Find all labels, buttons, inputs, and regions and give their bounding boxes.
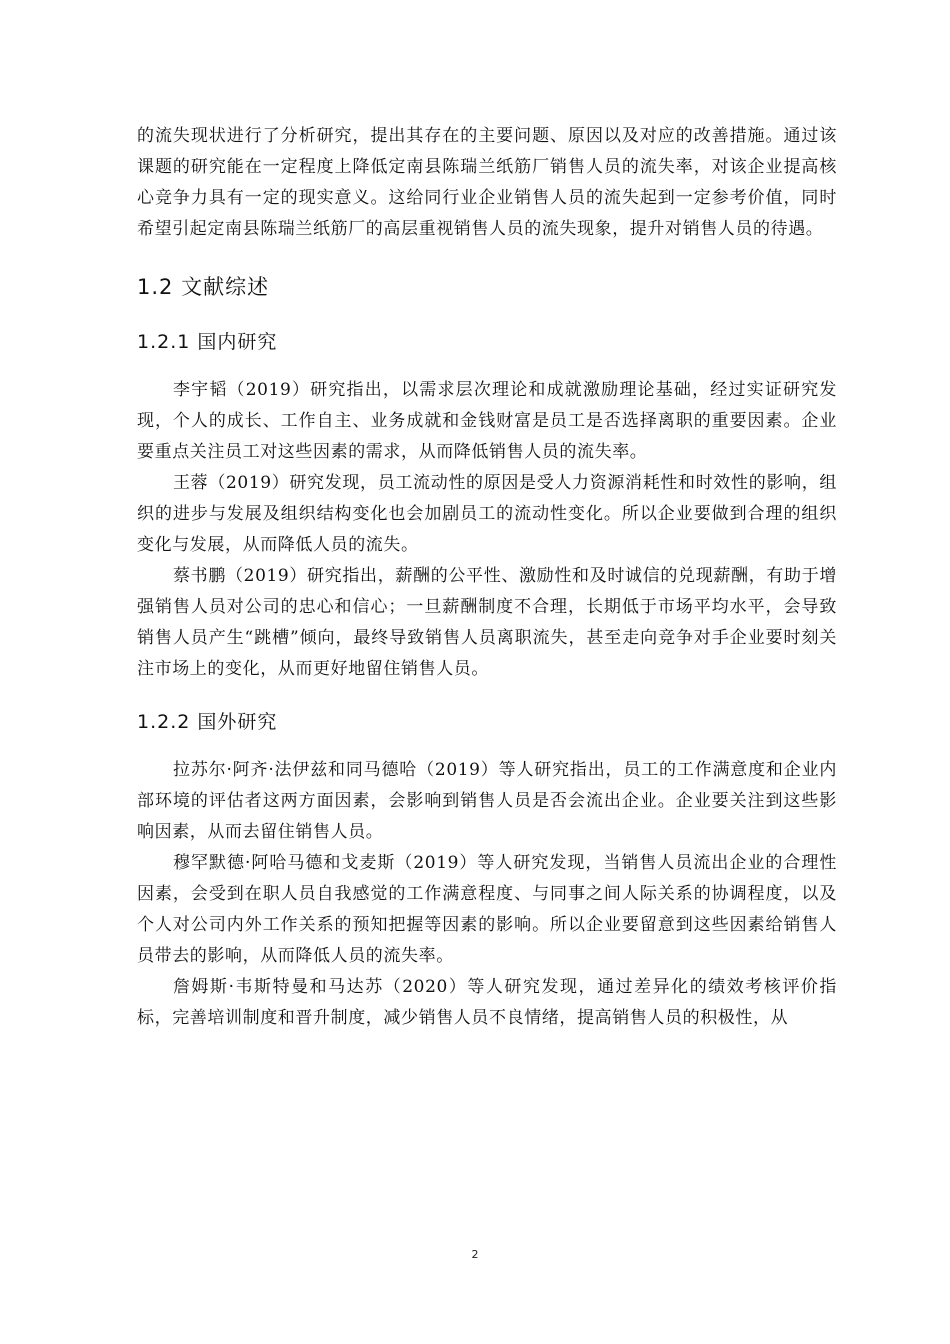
paragraph-rasul-faiz: 拉苏尔·阿齐·法伊兹和同马德哈（2019）等人研究指出，员工的工作满意度和企业内部环境的评估者这两方面因素，会影响到销售人员是否会流出企业。企业要关注到这些影响因素，从而去留住销售人员。 <box>137 760 837 842</box>
paragraph-james-westerman: 詹姆斯·韦斯特曼和马达苏（2020）等人研究发现，通过差异化的绩效考核评价指标，完善培训制度和晋升制度，减少销售人员不良情绪，提高销售人员的积极性，从 <box>137 977 837 1028</box>
intro-paragraph: 的流失现状进行了分析研究，提出其存在的主要问题、原因以及对应的改善措施。通过该课题的研究能在一定程度上降低定南县陈瑞兰纸筋厂销售人员的流失率，对该企业提高核心竞争力具有一定的现实意义。这给同行业企业销售人员的流失起到一定参考价值，同时希望引起定南县陈瑞兰纸筋厂的高层重视销售人员的流失现象，提升对销售人员的待遇。 <box>137 126 837 239</box>
section-heading-1-2-2: 1.2.2 国外研究 <box>137 711 278 733</box>
page-content <box>137 121 837 1034</box>
paragraph-wang-rong: 王蓉（2019）研究发现，员工流动性的原因是受人力资源消耗性和时效性的影响，组织的进步与发展及组织结构变化也会加剧员工的流动性变化。所以企业要做到合理的组织变化与发展，从而降低人员的流失。 <box>137 473 837 555</box>
paragraph-li-yutao: 李宇韬（2019）研究指出，以需求层次理论和成就激励理论基础，经过实证研究发现，个人的成长、工作自主、业务成就和金钱财富是员工是否选择离职的重要因素。企业要重点关注员工对这些因素的需求，从而降低销售人员的流失率。 <box>137 380 837 462</box>
paragraph-muhammad-ahmad: 穆罕默德·阿哈马德和戈麦斯（2019）等人研究发现，当销售人员流出企业的合理性因素，会受到在职人员自我感觉的工作满意程度、与同事之间人际关系的协调程度，以及个人对公司内外工作关系的预知把握等因素的影响。所以企业要留意到这些因素给销售人员带去的影响，从而降低人员的流失率。 <box>137 853 837 966</box>
page-number: 2 <box>471 1248 479 1261</box>
section-heading-1-2: 1.2 文献综述 <box>137 275 270 299</box>
section-heading-1-2-1: 1.2.1 国内研究 <box>137 331 278 353</box>
paragraph-cai-shupeng: 蔡书鹏（2019）研究指出，薪酬的公平性、激励性和及时诚信的兑现薪酬，有助于增强销售人员对公司的忠心和信心；一旦薪酬制度不合理，长期低于市场平均水平，会导致销售人员产生“跳槽”倾向，最终导致销售人员离职流失，甚至走向竞争对手企业要时刻关注市场上的变化，从而更好地留住销售人员。 <box>137 566 837 679</box>
